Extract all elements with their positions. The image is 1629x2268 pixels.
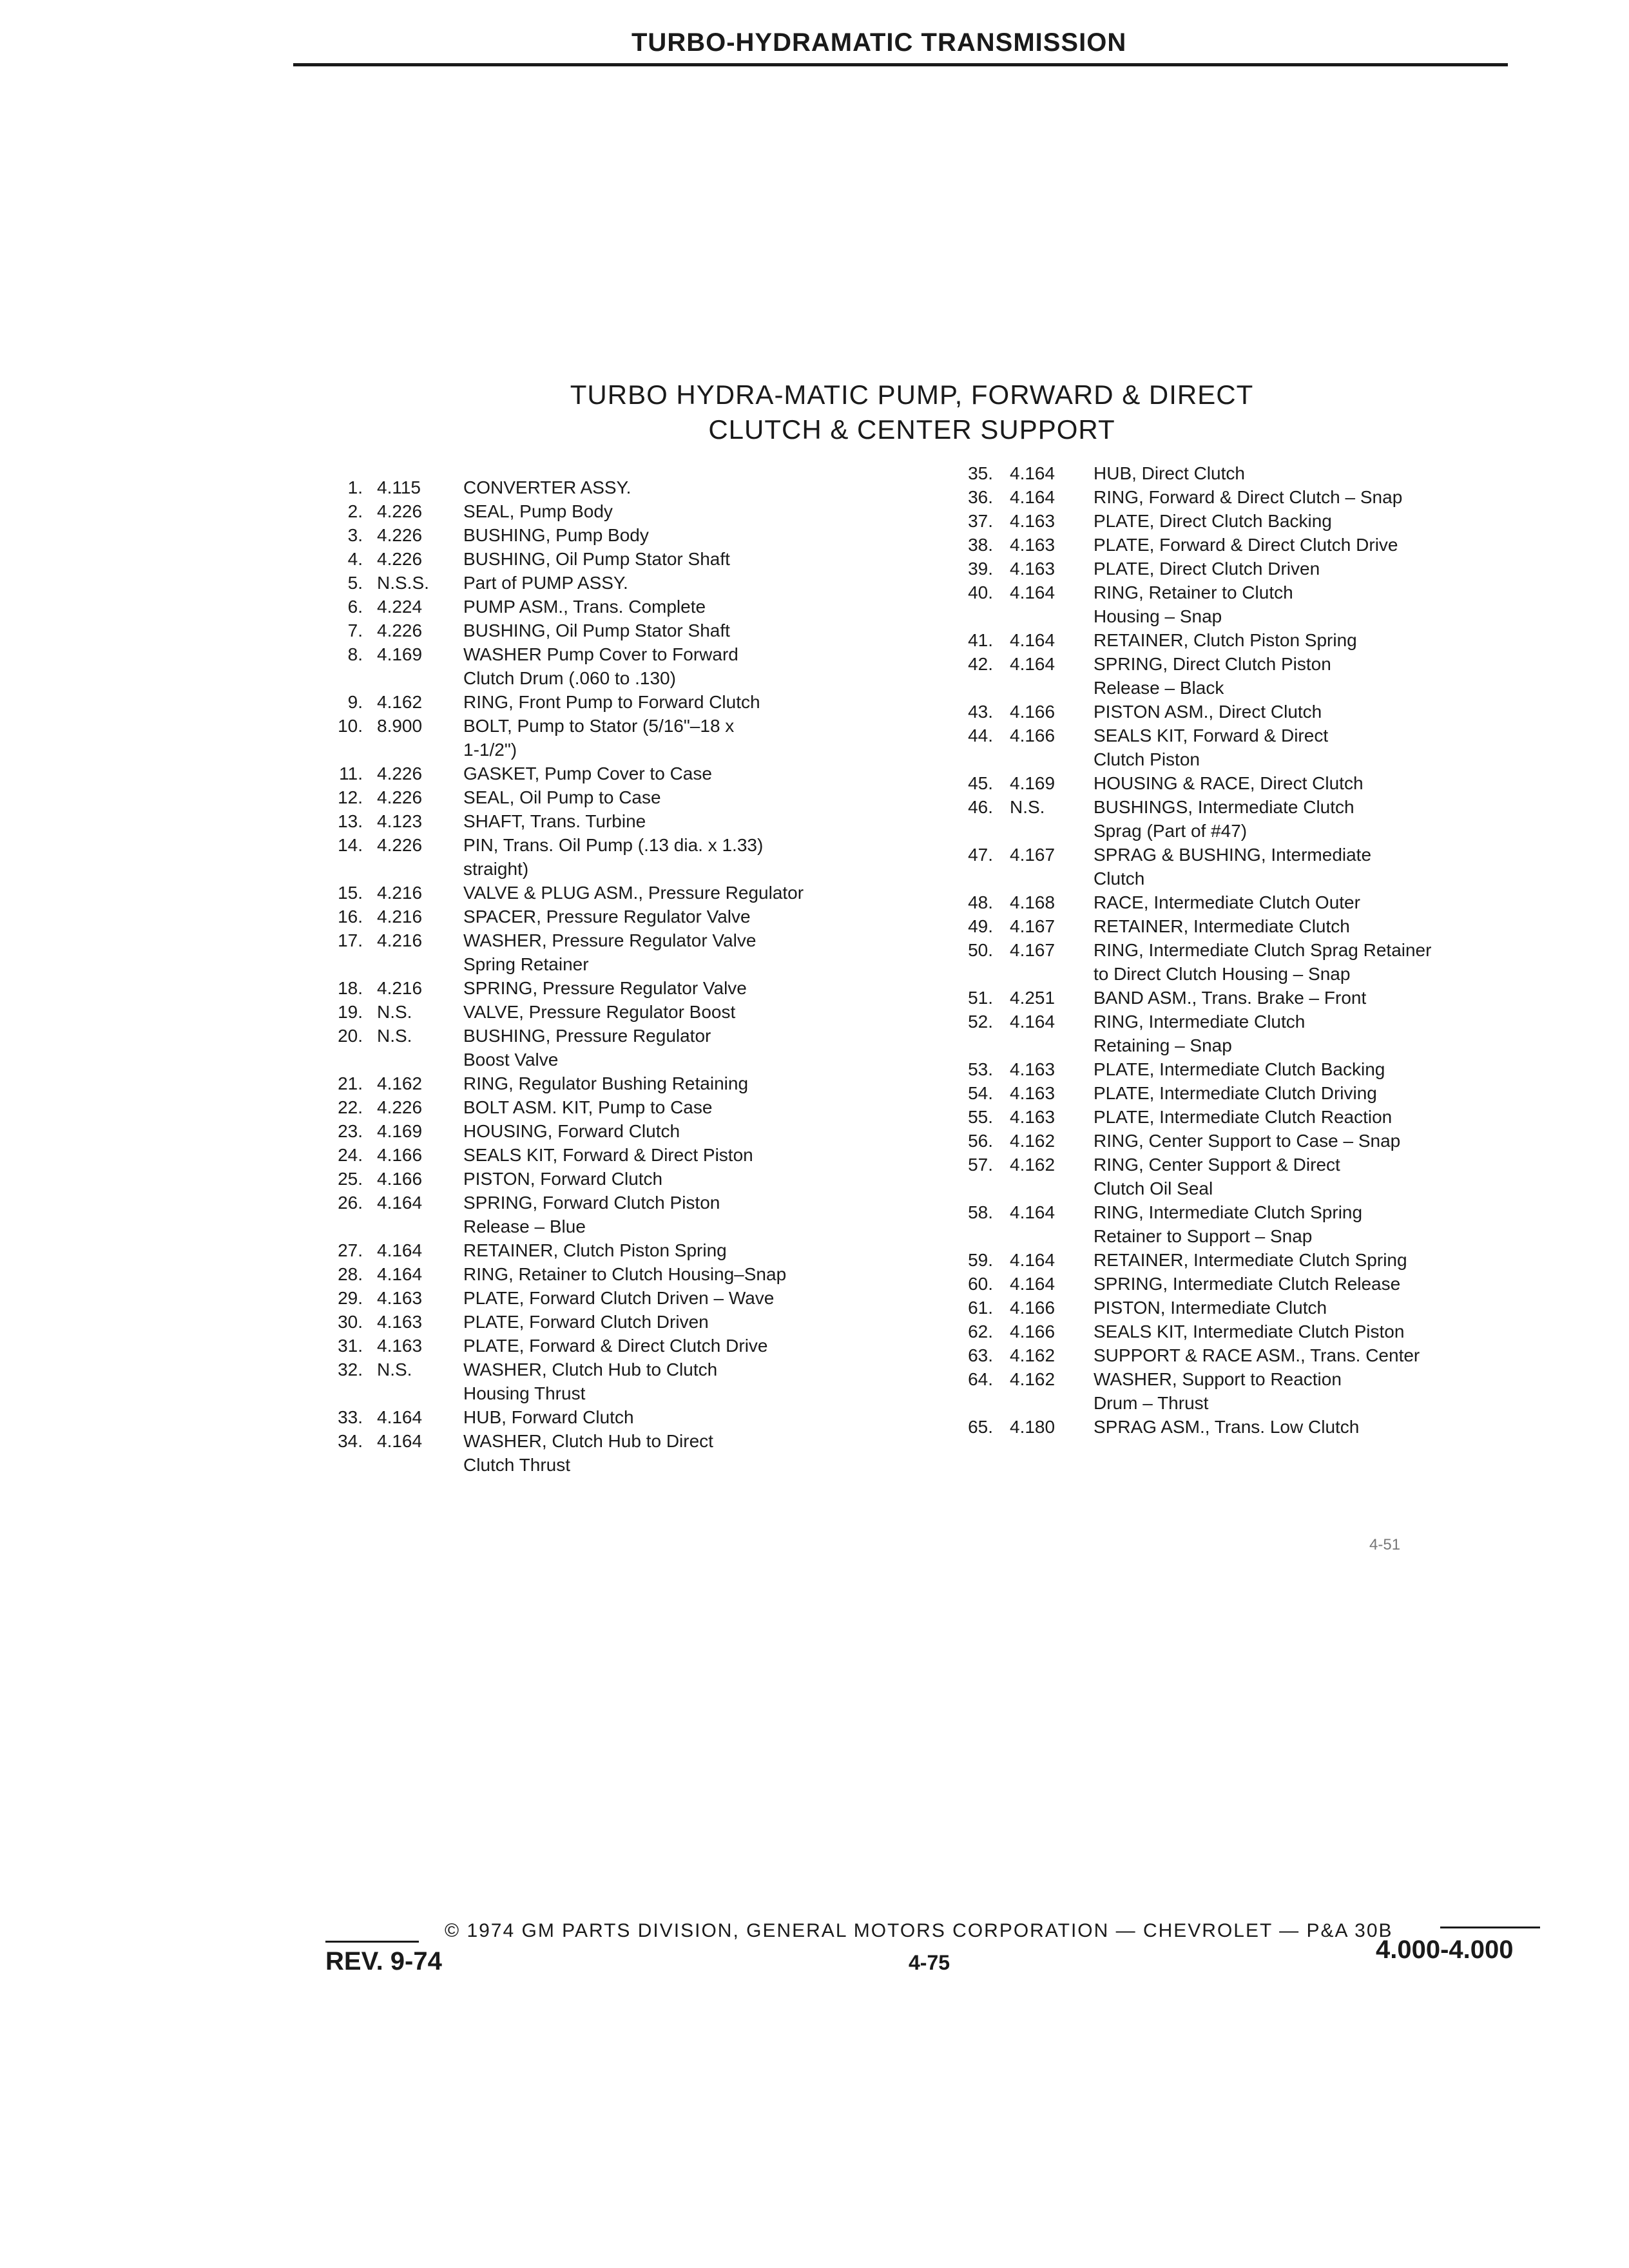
parts-list-item: [957, 890, 1511, 914]
part-description: RING, Center Support & Direct Clutch Oil Seal: [1094, 1155, 1340, 1198]
parts-list-item: [957, 1129, 1511, 1153]
item-number: 10.: [338, 716, 363, 736]
part-description: RING, Intermediate Clutch Sprag Retainer to Direct Clutch Housing – Snap: [1094, 940, 1432, 984]
footer-copyright: © 1974 GM PARTS DIVISION, GENERAL MOTORS CORPORATION — CHEVROLET — P&A 30B: [445, 1920, 1393, 1941]
parts-list-item: [957, 771, 1511, 795]
item-number: 31.: [338, 1336, 363, 1356]
part-description: SPRING, Intermediate Clutch Release: [1094, 1274, 1401, 1294]
parts-list-item: [325, 1405, 905, 1429]
parts-list-item: [325, 762, 905, 785]
group-code: 4.167: [1010, 940, 1055, 960]
group-code: 4.163: [377, 1312, 423, 1332]
parts-list-item: [957, 509, 1511, 533]
item-number: 39.: [968, 559, 993, 579]
group-code: 4.162: [1010, 1131, 1055, 1151]
parts-list-item: [325, 642, 905, 690]
parts-list-item: [325, 714, 905, 762]
part-description: WASHER, Support to Reaction Drum – Thrust: [1094, 1369, 1342, 1413]
part-description: SEALS KIT, Forward & Direct Piston: [463, 1145, 753, 1165]
group-code: 4.166: [377, 1169, 423, 1189]
item-number: 56.: [968, 1131, 993, 1151]
group-code: 4.166: [1010, 702, 1055, 722]
group-code: 4.216: [377, 907, 423, 927]
item-number: 20.: [338, 1026, 363, 1046]
part-description: SPRING, Forward Clutch Piston Release – Blue: [463, 1193, 720, 1236]
parts-list-item: [957, 1296, 1511, 1320]
parts-list-item: [325, 1143, 905, 1167]
group-code: 4.164: [377, 1193, 423, 1213]
group-code: 4.226: [377, 501, 423, 521]
parts-list-item: [325, 1024, 905, 1072]
part-description: PLATE, Intermediate Clutch Backing: [1094, 1059, 1385, 1079]
part-description: SEALS KIT, Intermediate Clutch Piston: [1094, 1321, 1405, 1341]
part-description: HOUSING & RACE, Direct Clutch: [1094, 773, 1364, 793]
item-number: 35.: [968, 463, 993, 483]
group-code: 4.162: [1010, 1369, 1055, 1389]
item-number: 22.: [338, 1097, 363, 1117]
item-number: 63.: [968, 1345, 993, 1365]
footer-revision: REV. 9-74: [325, 1947, 442, 1975]
group-code: 4.164: [1010, 463, 1055, 483]
part-description: RING, Front Pump to Forward Clutch: [463, 692, 760, 712]
group-code: 4.226: [377, 787, 423, 807]
parts-list-item: [325, 690, 905, 714]
part-description: PLATE, Forward Clutch Driven: [463, 1312, 709, 1332]
group-code: 4.164: [1010, 654, 1055, 674]
group-code: 4.164: [1010, 630, 1055, 650]
group-code: 4.164: [1010, 582, 1055, 602]
item-number: 13.: [338, 811, 363, 831]
group-code: 8.900: [377, 716, 423, 736]
group-code: 4.163: [1010, 559, 1055, 579]
item-number: 6.: [347, 597, 363, 617]
group-code: 4.162: [377, 1073, 423, 1093]
group-code: 4.163: [1010, 1059, 1055, 1079]
group-code: 4.167: [1010, 916, 1055, 936]
group-code: 4.164: [377, 1407, 423, 1427]
item-number: 8.: [347, 644, 363, 664]
part-description: HOUSING, Forward Clutch: [463, 1121, 680, 1141]
item-number: 28.: [338, 1264, 363, 1284]
part-description: WASHER Pump Cover to Forward Clutch Drum (.060 to .130): [463, 644, 738, 688]
group-code: 4.224: [377, 597, 423, 617]
item-number: 18.: [338, 978, 363, 998]
part-description: PISTON ASM., Direct Clutch: [1094, 702, 1322, 722]
part-description: SHAFT, Trans. Turbine: [463, 811, 646, 831]
item-number: 26.: [338, 1193, 363, 1213]
item-number: 46.: [968, 797, 993, 817]
parts-list-item: [325, 547, 905, 571]
part-description: Part of PUMP ASSY.: [463, 573, 628, 593]
item-number: 1.: [347, 477, 363, 497]
item-number: 29.: [338, 1288, 363, 1308]
group-code: 4.226: [377, 549, 423, 569]
part-description: RING, Intermediate Clutch Spring Retainer to Support – Snap: [1094, 1202, 1363, 1246]
parts-list-item: [325, 1000, 905, 1024]
section-title-line-1: TURBO HYDRA-MATIC PUMP, FORWARD & DIRECT: [570, 380, 1254, 410]
group-code: 4.166: [1010, 1321, 1055, 1341]
item-number: 45.: [968, 773, 993, 793]
parts-list-item: [957, 461, 1511, 485]
item-number: 25.: [338, 1169, 363, 1189]
item-number: 52.: [968, 1012, 993, 1032]
parts-list-item: [957, 533, 1511, 557]
part-description: BAND ASM., Trans. Brake – Front: [1094, 988, 1367, 1008]
item-number: 2.: [347, 501, 363, 521]
parts-list-item: [325, 1167, 905, 1191]
group-code: 4.226: [377, 764, 423, 783]
parts-list-item: [957, 1320, 1511, 1343]
group-code: 4.164: [1010, 1202, 1055, 1222]
part-description: BOLT, Pump to Stator (5/16"–18 x 1-1/2"): [463, 716, 735, 760]
group-code: 4.226: [377, 620, 423, 640]
parts-list-item: [325, 1429, 905, 1477]
group-code: 4.163: [1010, 535, 1055, 555]
parts-list-item: [325, 619, 905, 642]
item-number: 33.: [338, 1407, 363, 1427]
group-code: 4.168: [1010, 892, 1055, 912]
item-number: 60.: [968, 1274, 993, 1294]
parts-list-item: [957, 1200, 1511, 1248]
parts-list-item: [957, 986, 1511, 1010]
group-code: 4.164: [377, 1240, 423, 1260]
item-number: 30.: [338, 1312, 363, 1332]
parts-list-item: [957, 938, 1511, 986]
parts-list-item: [957, 557, 1511, 581]
item-number: 7.: [347, 620, 363, 640]
group-code: 4.163: [1010, 1107, 1055, 1127]
parts-list-item: [325, 1334, 905, 1358]
parts-list-item: [325, 571, 905, 595]
part-description: BUSHINGS, Intermediate Clutch Sprag (Part of #47): [1094, 797, 1354, 841]
parts-list-item: [957, 1367, 1511, 1415]
group-code: 4.216: [377, 883, 423, 903]
item-number: 50.: [968, 940, 993, 960]
parts-list-item: [325, 595, 905, 619]
item-number: 55.: [968, 1107, 993, 1127]
parts-list-item: [957, 1343, 1511, 1367]
part-description: HUB, Direct Clutch: [1094, 463, 1245, 483]
group-code: 4.163: [377, 1288, 423, 1308]
part-description: BUSHING, Oil Pump Stator Shaft: [463, 549, 730, 569]
part-description: SPRING, Pressure Regulator Valve: [463, 978, 747, 998]
item-number: 64.: [968, 1369, 993, 1389]
item-number: 12.: [338, 787, 363, 807]
item-number: 34.: [338, 1431, 363, 1451]
parts-list-item: [957, 1415, 1511, 1439]
part-description: PIN, Trans. Oil Pump (.13 dia. x 1.33) straight): [463, 835, 764, 879]
part-description: HUB, Forward Clutch: [463, 1407, 634, 1427]
item-number: 23.: [338, 1121, 363, 1141]
part-description: WASHER, Clutch Hub to Clutch Housing Thrust: [463, 1360, 718, 1403]
part-description: PUMP ASM., Trans. Complete: [463, 597, 706, 617]
item-number: 11.: [339, 764, 363, 783]
item-number: 43.: [968, 702, 993, 722]
group-code: 4.166: [1010, 1298, 1055, 1318]
part-description: WASHER, Pressure Regulator Valve Spring Retainer: [463, 930, 757, 974]
part-description: VALVE, Pressure Regulator Boost: [463, 1002, 736, 1022]
part-description: VALVE & PLUG ASM., Pressure Regulator: [463, 883, 804, 903]
parts-list-item: [325, 499, 905, 523]
parts-list-item: [957, 485, 1511, 509]
parts-list-item: [325, 1238, 905, 1262]
part-description: SPACER, Pressure Regulator Valve: [463, 907, 751, 927]
item-number: 61.: [968, 1298, 993, 1318]
part-description: SEALS KIT, Forward & Direct Clutch Piston: [1094, 726, 1329, 769]
part-description: SUPPORT & RACE ASM., Trans. Center: [1094, 1345, 1420, 1365]
item-number: 54.: [968, 1083, 993, 1103]
parts-list-item: [957, 652, 1511, 700]
item-number: 51.: [968, 988, 993, 1008]
parts-list-item: [325, 1358, 905, 1405]
group-code: N.S.: [1010, 797, 1045, 817]
group-code: 4.163: [1010, 511, 1055, 531]
item-number: 65.: [968, 1417, 993, 1437]
part-description: PISTON, Intermediate Clutch: [1094, 1298, 1327, 1318]
parts-list-item: [957, 724, 1511, 771]
parts-list-item: [957, 1057, 1511, 1081]
parts-list-item: [957, 700, 1511, 724]
part-description: BUSHING, Pressure Regulator Boost Valve: [463, 1026, 711, 1070]
footer-rule-left: [325, 1941, 419, 1943]
part-description: PLATE, Forward & Direct Clutch Drive: [1094, 535, 1398, 555]
group-code: 4.163: [377, 1336, 423, 1356]
parts-list-item: [325, 1191, 905, 1238]
part-description: RING, Retainer to Clutch Housing – Snap: [1094, 582, 1293, 626]
item-number: 21.: [338, 1073, 363, 1093]
parts-list-item: [325, 809, 905, 833]
item-number: 15.: [338, 883, 363, 903]
parts-list-item: [325, 1072, 905, 1095]
part-description: RING, Forward & Direct Clutch – Snap: [1094, 487, 1403, 507]
header-rule: [293, 63, 1508, 66]
parts-list-item: [957, 628, 1511, 652]
parts-list-item: [325, 1119, 905, 1143]
page-mark: 4-51: [1369, 1536, 1401, 1553]
footer-rule-right: [1440, 1927, 1540, 1928]
part-description: PLATE, Direct Clutch Driven: [1094, 559, 1320, 579]
group-code: N.S.: [377, 1360, 412, 1379]
part-description: RING, Center Support to Case – Snap: [1094, 1131, 1401, 1151]
parts-list-right: [957, 461, 1511, 1439]
part-description: PLATE, Direct Clutch Backing: [1094, 511, 1332, 531]
item-number: 41.: [968, 630, 993, 650]
group-code: 4.164: [1010, 1250, 1055, 1270]
part-description: SPRAG & BUSHING, Intermediate Clutch: [1094, 845, 1372, 889]
group-code: 4.164: [1010, 1012, 1055, 1032]
parts-list-item: [325, 881, 905, 905]
item-number: 48.: [968, 892, 993, 912]
parts-list-item: [957, 843, 1511, 890]
header-title: TURBO-HYDRAMATIC TRANSMISSION: [631, 28, 1127, 57]
part-description: PLATE, Forward Clutch Driven – Wave: [463, 1288, 775, 1308]
group-code: 4.169: [1010, 773, 1055, 793]
group-code: 4.164: [377, 1264, 423, 1284]
part-description: WASHER, Clutch Hub to Direct Clutch Thrust: [463, 1431, 713, 1475]
group-code: 4.164: [1010, 487, 1055, 507]
part-description: PLATE, Intermediate Clutch Reaction: [1094, 1107, 1393, 1127]
group-code: 4.115: [377, 477, 421, 497]
parts-list-item: [325, 976, 905, 1000]
item-number: 14.: [338, 835, 363, 855]
group-code: 4.180: [1010, 1417, 1055, 1437]
group-code: 4.216: [377, 978, 423, 998]
part-description: SEAL, Pump Body: [463, 501, 613, 521]
item-number: 58.: [968, 1202, 993, 1222]
item-number: 49.: [968, 916, 993, 936]
parts-list-item: [325, 1310, 905, 1334]
part-description: BUSHING, Oil Pump Stator Shaft: [463, 620, 730, 640]
footer-page-number: 4-75: [909, 1951, 950, 1974]
parts-list-item: [957, 795, 1511, 843]
parts-list-left: [325, 476, 905, 1477]
group-code: N.S.: [377, 1002, 412, 1022]
group-code: 4.251: [1010, 988, 1055, 1008]
part-description: SEAL, Oil Pump to Case: [463, 787, 661, 807]
group-code: 4.164: [1010, 1274, 1055, 1294]
part-description: PLATE, Intermediate Clutch Driving: [1094, 1083, 1377, 1103]
parts-list-item: [957, 1153, 1511, 1200]
part-description: RING, Intermediate Clutch Retaining – Snap: [1094, 1012, 1306, 1055]
item-number: 37.: [968, 511, 993, 531]
item-number: 3.: [347, 525, 363, 545]
item-number: 59.: [968, 1250, 993, 1270]
item-number: 40.: [968, 582, 993, 602]
part-description: RACE, Intermediate Clutch Outer: [1094, 892, 1360, 912]
parts-list-item: [957, 1010, 1511, 1057]
group-code: 4.167: [1010, 845, 1055, 865]
part-description: SPRING, Direct Clutch Piston Release – Black: [1094, 654, 1331, 698]
item-number: 57.: [968, 1155, 993, 1175]
item-number: 44.: [968, 726, 993, 745]
item-number: 9.: [347, 692, 363, 712]
item-number: 24.: [338, 1145, 363, 1165]
item-number: 47.: [968, 845, 993, 865]
group-code: 4.163: [1010, 1083, 1055, 1103]
parts-list-item: [325, 1095, 905, 1119]
part-description: PISTON, Forward Clutch: [463, 1169, 663, 1189]
parts-list-item: [325, 1286, 905, 1310]
group-code: 4.123: [377, 811, 423, 831]
part-description: CONVERTER ASSY.: [463, 477, 631, 497]
group-code: 4.166: [1010, 726, 1055, 745]
item-number: 19.: [338, 1002, 363, 1022]
part-description: PLATE, Forward & Direct Clutch Drive: [463, 1336, 768, 1356]
section-title-line-2: CLUTCH & CENTER SUPPORT: [708, 414, 1115, 445]
part-description: RETAINER, Clutch Piston Spring: [463, 1240, 727, 1260]
parts-list-item: [325, 833, 905, 881]
footer-group-range: 4.000-4.000: [1376, 1936, 1514, 1964]
item-number: 42.: [968, 654, 993, 674]
part-description: GASKET, Pump Cover to Case: [463, 764, 712, 783]
group-code: 4.166: [377, 1145, 423, 1165]
group-code: 4.226: [377, 835, 423, 855]
group-code: 4.169: [377, 644, 423, 664]
parts-list-item: [957, 914, 1511, 938]
item-number: 36.: [968, 487, 993, 507]
group-code: 4.226: [377, 525, 423, 545]
item-number: 53.: [968, 1059, 993, 1079]
part-description: RING, Retainer to Clutch Housing–Snap: [463, 1264, 787, 1284]
section-title: [451, 378, 1373, 447]
item-number: 27.: [338, 1240, 363, 1260]
part-description: RETAINER, Intermediate Clutch Spring: [1094, 1250, 1407, 1270]
item-number: 38.: [968, 535, 993, 555]
parts-list-item: [325, 785, 905, 809]
part-description: RETAINER, Intermediate Clutch: [1094, 916, 1350, 936]
part-description: RING, Regulator Bushing Retaining: [463, 1073, 749, 1093]
item-number: 17.: [338, 930, 363, 950]
group-code: N.S.: [377, 1026, 412, 1046]
group-code: 4.162: [1010, 1345, 1055, 1365]
item-number: 5.: [347, 573, 363, 593]
parts-list-item: [325, 905, 905, 928]
group-code: 4.162: [1010, 1155, 1055, 1175]
part-description: SPRAG ASM., Trans. Low Clutch: [1094, 1417, 1360, 1437]
item-number: 32.: [338, 1360, 363, 1379]
group-code: 4.216: [377, 930, 423, 950]
item-number: 16.: [338, 907, 363, 927]
parts-list-item: [957, 1272, 1511, 1296]
part-description: BUSHING, Pump Body: [463, 525, 649, 545]
part-description: RETAINER, Clutch Piston Spring: [1094, 630, 1357, 650]
parts-list-item: [957, 1081, 1511, 1105]
item-number: 4.: [347, 549, 363, 569]
parts-list-item: [325, 928, 905, 976]
item-number: 62.: [968, 1321, 993, 1341]
group-code: 4.164: [377, 1431, 423, 1451]
group-code: 4.162: [377, 692, 423, 712]
parts-list-item: [957, 581, 1511, 628]
parts-list-item: [325, 476, 905, 499]
group-code: 4.226: [377, 1097, 423, 1117]
parts-list-item: [325, 1262, 905, 1286]
parts-list-item: [957, 1105, 1511, 1129]
part-description: BOLT ASM. KIT, Pump to Case: [463, 1097, 713, 1117]
parts-list-item: [957, 1248, 1511, 1272]
group-code: 4.169: [377, 1121, 423, 1141]
parts-list-item: [325, 523, 905, 547]
group-code: N.S.S.: [377, 573, 429, 593]
